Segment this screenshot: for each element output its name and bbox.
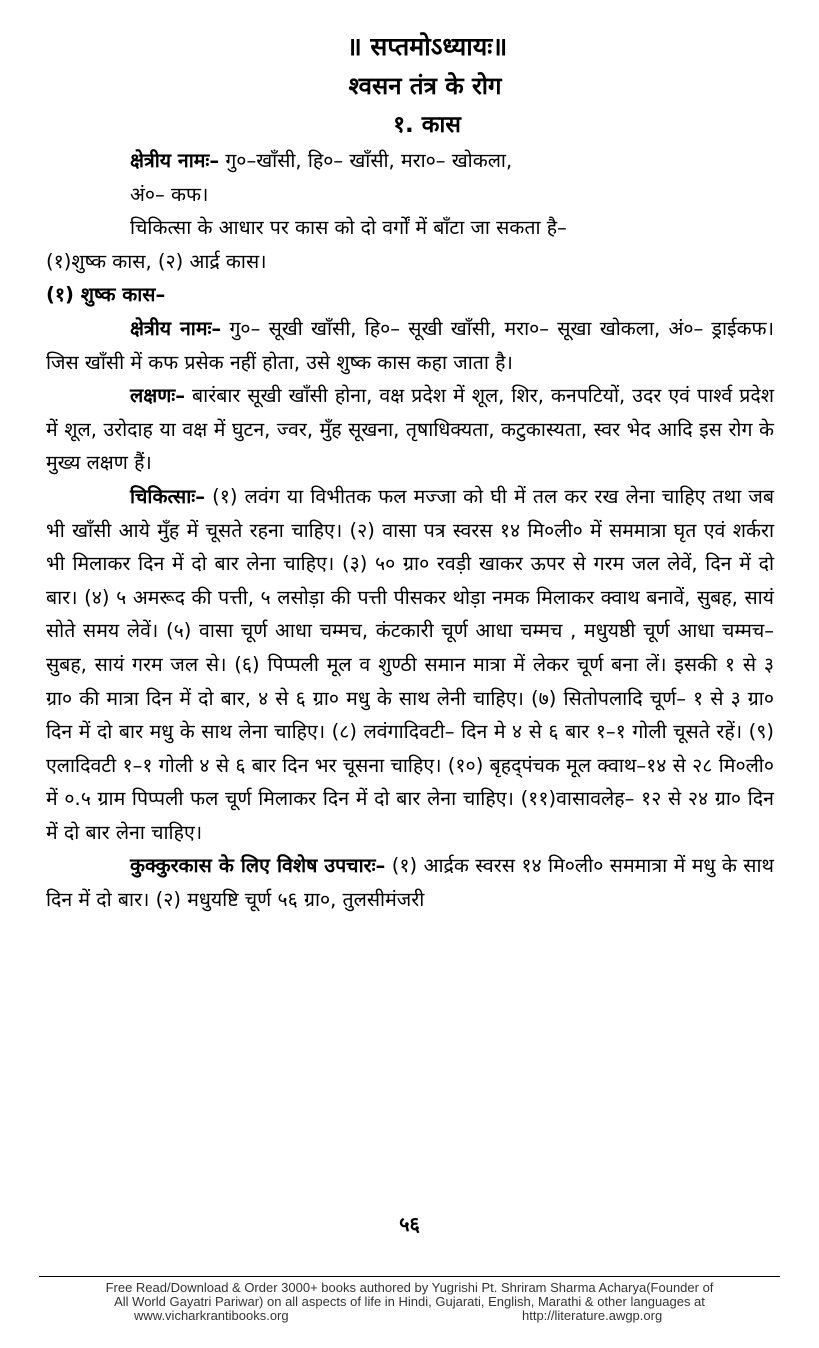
dry-cough-names-label: क्षेत्रीय नामः– <box>130 316 222 340</box>
footer-divider <box>39 1276 780 1277</box>
footer <box>39 1281 780 1323</box>
classification-types: (१)शुष्क कास, (२) आर्द्र कास। <box>46 249 267 273</box>
regional-names-continuation: अं०– कफ। <box>130 182 209 206</box>
classification-paragraph: चिकित्सा के आधार पर कास को दो वर्गों में बाँटा जा सकता है– <box>130 216 567 240</box>
chapter-heading: ॥ सप्तमोऽध्यायः॥ <box>346 32 508 61</box>
footer-line-1: Free Read/Download & Order 3000+ books authored by Yugrishi Pt. Shriram Sharma Acharya(Founder of <box>105 1280 714 1295</box>
whooping-cough-paragraph <box>46 849 774 916</box>
dry-cough-names-paragraph <box>46 312 774 379</box>
symptoms-paragraph <box>46 379 774 480</box>
document-body <box>46 28 774 917</box>
chapter-title: श्वसन तंत्र के रोग <box>348 72 502 100</box>
treatment-paragraph <box>46 480 774 850</box>
treatment-label: चिकित्साः– <box>130 484 205 508</box>
regional-names-text: गु०–खाँसी, हि०– खाँसी, मरा०– खोकला, <box>219 149 513 172</box>
regional-names-label: क्षेत्रीय नामः– <box>130 149 220 172</box>
dry-cough-subheading <box>46 278 774 312</box>
footer-line-2: All World Gayatri Pariwar) on all aspects of life in Hindi, Gujarati, English, Marathi & other languages at <box>114 1294 705 1309</box>
footer-link-awgp[interactable]: http://literature.awgp.org <box>522 1308 663 1323</box>
symptoms-label: लक्षणः– <box>130 384 185 408</box>
treatment-text: (१) लवंग या विभीतक फल मज्जा को घी में तल कर रख लेना चाहिए तथा जब भी खाँसी आये मुँह में चूसते रहना चाहिए। (२) वासा पत्र स्वरस १४ मि०ली० में सममात्रा घृत एवं शर्करा भी मिलाकर दिन में दो बार लेना चाहिए। (३) ५० ग्रा० रवड़ी खाकर ऊपर से गरम जल लेवें, दिन में दो बार। (४) ५ अमरूद की पत्ती, ५ लसोड़ा की पत्ती पीसकर थोड़ा नमक मिलाकर क्वाथ बनावें, सुबह, सायं सोते समय लेवें। (५) वासा चूर्ण आधा चम्मच, कंटकारी चूर्ण आधा चम्मच , मधुयष्ठी चूर्ण आधा चम्मच– सुबह, सायं गरम जल से। (६) पिप्पली मूल व शुण्ठी समान मात्रा में लेकर चूर्ण बना लें। इसकी १ से ३ ग्रा० की मात्रा दिन में दो बार, ४ से ६ ग्रा० मधु के साथ लेनी चाहिए। (७) सितोपलादि चूर्ण– १ से ३ ग्रा० दिन में दो बार मधु के साथ लेना चाहिए। (८) लवंगादिवटी– दिन मे ४ से ६ बार १–१ गोली चूसते रहें। (९) एलादिवटी १–१ गोली ४ से ६ बार दिन भर चूसना चाहिए। (१०) बृहद्पंचक मूल क्वाथ–१४ से २८ मि०ली० में ०.५ ग्राम पिप्पली फल चूर्ण मिलाकर दिन में दो बार लेना चाहिए। (११)वासावलेह– १२ से २४ ग्रा० दिन में दो बार लेना चाहिए। <box>46 484 775 844</box>
dry-cough-names-text: गु०– सूखी खाँसी, हि०– सूखी खाँसी, मरा०– सूखा खोकला, अं०– ड्राईकफ। जिस खाँसी में कफ प्रसेक नहीं होता, उसे शुष्क कास कहा जाता है। <box>46 316 774 374</box>
section-title: १. कास <box>393 112 461 138</box>
whooping-cough-label: कुक्कुरकास के लिए विशेष उपचारः– <box>130 854 386 878</box>
dry-cough-subheading-text: (१) शुष्क कास– <box>46 283 166 307</box>
whooping-cough-text: (१) आर्द्रक स्वरस १४ मि०ली० सममात्रा में मधु के साथ दिन में दो बार। (२) मधुयष्टि चूर्ण ५६ ग्रा०, तुलसीमंजरी <box>46 854 775 912</box>
page-number: ५६ <box>399 1212 420 1236</box>
symptoms-text: बारंबार सूखी खाँसी होना, वक्ष प्रदेश में शूल, शिर, कनपटियों, उदर एवं पार्श्व प्रदेश में शूल, उरोदाह या वक्ष में घुटन, ज्वर, मुँह सूखना, तृषाधिक्यता, कटुकास्यता, स्वर भेद आदि इस रोग के मुख्य लक्षण हैं। <box>46 384 774 475</box>
regional-names-paragraph <box>46 144 774 178</box>
footer-link-vicharkranti[interactable]: www.vicharkrantibooks.org <box>134 1308 289 1323</box>
